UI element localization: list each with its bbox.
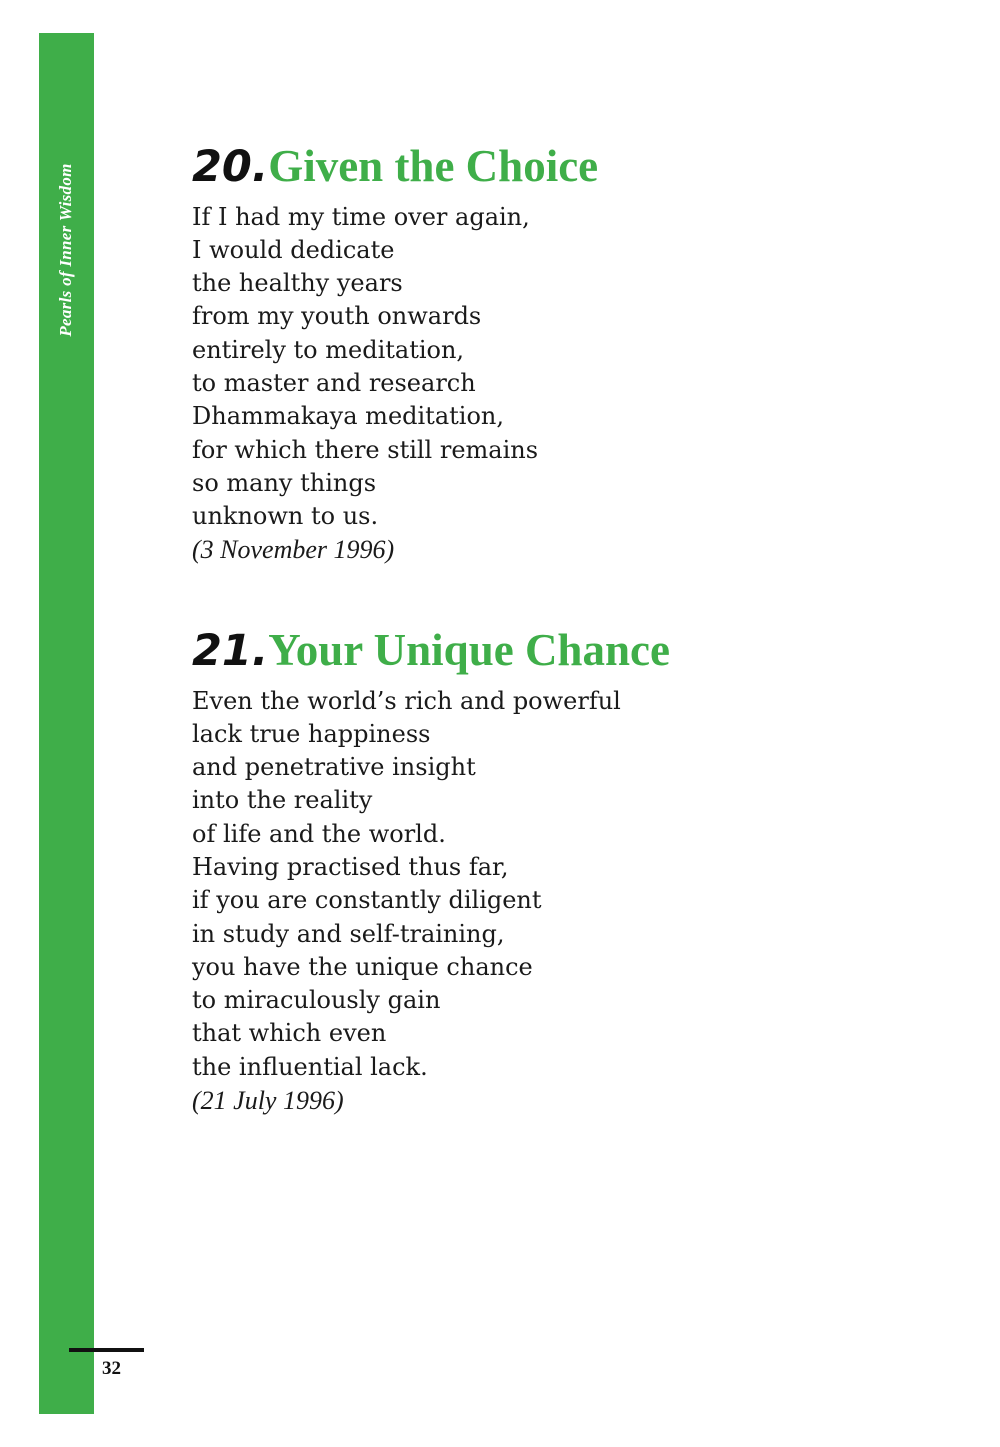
poem-line: Even the world’s rich and powerful <box>192 686 621 715</box>
poem-line: lack true happiness <box>192 719 431 748</box>
poem-line: from my youth onwards <box>192 302 482 331</box>
poem-date: (21 July 1996) <box>192 1086 344 1116</box>
poem-line: in study and self-training, <box>192 919 505 948</box>
poem-heading <box>192 142 598 192</box>
poem-line: I would dedicate <box>192 235 395 264</box>
running-title: Pearls of Inner Wisdom <box>56 163 75 337</box>
poem-line: entirely to meditation, <box>192 335 465 364</box>
poem-number: 21. <box>192 626 269 676</box>
poem-line: to master and research <box>192 368 476 397</box>
poem-given-the-choice <box>192 142 598 567</box>
poem-line: for which there still remains <box>192 435 539 464</box>
poem-line: so many things <box>192 468 377 497</box>
poem-line: if you are constantly diligent <box>192 886 542 915</box>
poem-body <box>192 685 670 1118</box>
poem-line: into the reality <box>192 786 373 815</box>
poem-number: 20. <box>192 142 269 192</box>
footer-rule <box>69 1348 144 1352</box>
poem-line: unknown to us. <box>192 502 379 531</box>
poem-title: Your Unique Chance <box>268 625 670 675</box>
page-number: 32 <box>102 1358 121 1379</box>
poem-line: Having practised thus far, <box>192 852 509 881</box>
poem-line: the influential lack. <box>192 1052 428 1081</box>
poem-line: of life and the world. <box>192 819 446 848</box>
poem-heading <box>192 626 670 676</box>
poem-line: and penetrative insight <box>192 753 476 782</box>
poem-line: If I had my time over again, <box>192 202 530 231</box>
poem-line: the healthy years <box>192 269 403 298</box>
poem-your-unique-chance <box>192 626 670 1117</box>
poem-title: Given the Choice <box>268 141 599 191</box>
poem-date: (3 November 1996) <box>192 535 395 565</box>
poem-line: to miraculously gain <box>192 986 441 1015</box>
poem-line: you have the unique chance <box>192 952 533 981</box>
poem-line: that which even <box>192 1019 387 1048</box>
poem-body <box>192 201 598 567</box>
poem-line: Dhammakaya meditation, <box>192 402 504 431</box>
